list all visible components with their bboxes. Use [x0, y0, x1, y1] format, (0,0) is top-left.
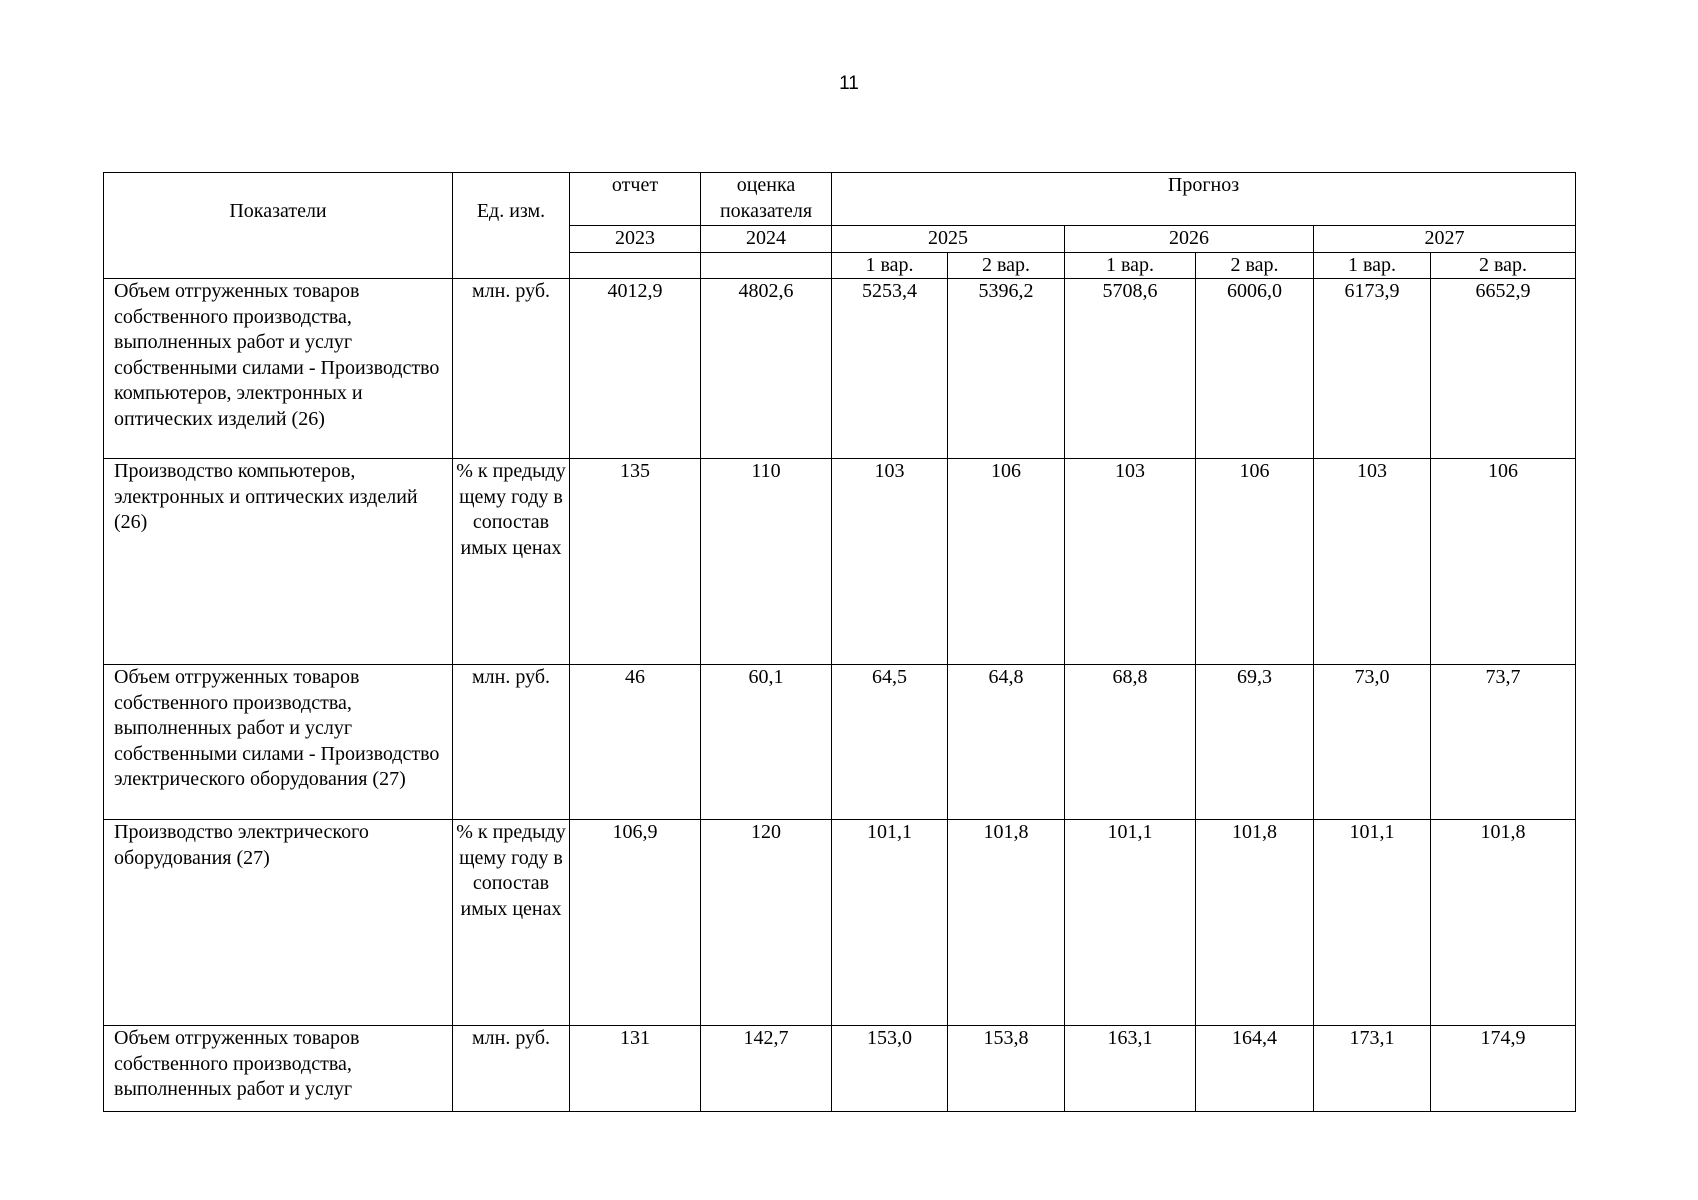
header-forecast: Прогноз — [832, 173, 1576, 226]
value-2026-var1: 163,1 — [1065, 1026, 1196, 1112]
value-2027-var2: 174,9 — [1431, 1026, 1576, 1112]
value-2024: 4802,6 — [701, 279, 832, 459]
indicator-name: Производство электрического оборудования (27) — [104, 820, 453, 1026]
header-year-2023: 2023 — [570, 226, 701, 253]
value-2025-var1: 5253,4 — [832, 279, 948, 459]
table-row — [104, 665, 1576, 820]
value-2025-var2: 101,8 — [948, 820, 1065, 1026]
value-2026-var2: 106 — [1196, 459, 1314, 665]
indicator-name: Объем отгруженных товаров собственного производства, выполненных работ и услуг собственными силами - Производство электрического оборудования (27) — [104, 665, 453, 820]
value-2026-var2: 101,8 — [1196, 820, 1314, 1026]
value-2025-var1: 103 — [832, 459, 948, 665]
value-2027-var2: 106 — [1431, 459, 1576, 665]
value-2026-var1: 101,1 — [1065, 820, 1196, 1026]
value-2025-var1: 101,1 — [832, 820, 948, 1026]
value-2024: 60,1 — [701, 665, 832, 820]
table-row — [104, 459, 1576, 665]
value-2023: 4012,9 — [570, 279, 701, 459]
value-2026-var1: 103 — [1065, 459, 1196, 665]
header-estimate: оценка показателя — [701, 173, 832, 226]
unit-cell: % к предыду щему году в сопостав имых ценах — [453, 459, 570, 665]
value-2026-var2: 164,4 — [1196, 1026, 1314, 1112]
value-2027-var1: 73,0 — [1314, 665, 1431, 820]
value-2025-var2: 5396,2 — [948, 279, 1065, 459]
header-indicators: Показатели — [104, 173, 453, 279]
value-2027-var2: 101,8 — [1431, 820, 1576, 1026]
value-2025-var1: 153,0 — [832, 1026, 948, 1112]
value-2023: 46 — [570, 665, 701, 820]
indicator-name: Объем отгруженных товаров собственного производства, выполненных работ и услуг — [104, 1026, 453, 1112]
table-row — [104, 1026, 1576, 1112]
value-2027-var1: 101,1 — [1314, 820, 1431, 1026]
header-2025-var2: 2 вар. — [948, 252, 1065, 279]
header-year-2026: 2026 — [1065, 226, 1314, 253]
value-2027-var1: 173,1 — [1314, 1026, 1431, 1112]
page-number: 11 — [839, 73, 859, 94]
value-2023: 131 — [570, 1026, 701, 1112]
table-row — [104, 820, 1576, 1026]
header-blank-2023 — [570, 252, 701, 279]
table-row — [104, 279, 1576, 459]
value-2026-var1: 5708,6 — [1065, 279, 1196, 459]
header-report: отчет — [570, 173, 701, 226]
value-2024: 142,7 — [701, 1026, 832, 1112]
value-2024: 110 — [701, 459, 832, 665]
value-2025-var2: 153,8 — [948, 1026, 1065, 1112]
value-2027-var2: 73,7 — [1431, 665, 1576, 820]
unit-cell: млн. руб. — [453, 665, 570, 820]
value-2025-var2: 64,8 — [948, 665, 1065, 820]
value-2026-var2: 69,3 — [1196, 665, 1314, 820]
header-2025-var1: 1 вар. — [832, 252, 948, 279]
value-2026-var2: 6006,0 — [1196, 279, 1314, 459]
value-2027-var1: 6173,9 — [1314, 279, 1431, 459]
header-2027-var2: 2 вар. — [1431, 252, 1576, 279]
header-unit: Ед. изм. — [453, 173, 570, 279]
value-2027-var1: 103 — [1314, 459, 1431, 665]
indicator-name: Производство компьютеров, электронных и оптических изделий (26) — [104, 459, 453, 665]
forecast-table — [103, 172, 1576, 1112]
value-2025-var2: 106 — [948, 459, 1065, 665]
header-blank-2024 — [701, 252, 832, 279]
value-2023: 135 — [570, 459, 701, 665]
header-year-2027: 2027 — [1314, 226, 1576, 253]
value-2025-var1: 64,5 — [832, 665, 948, 820]
value-2027-var2: 6652,9 — [1431, 279, 1576, 459]
unit-cell: % к предыду щему году в сопостав имых ценах — [453, 820, 570, 1026]
value-2026-var1: 68,8 — [1065, 665, 1196, 820]
value-2023: 106,9 — [570, 820, 701, 1026]
unit-cell: млн. руб. — [453, 1026, 570, 1112]
header-2027-var1: 1 вар. — [1314, 252, 1431, 279]
unit-cell: млн. руб. — [453, 279, 570, 459]
header-2026-var1: 1 вар. — [1065, 252, 1196, 279]
header-year-2024: 2024 — [701, 226, 832, 253]
indicator-name: Объем отгруженных товаров собственного производства, выполненных работ и услуг собственными силами - Производство компьютеров, электронных и оптических изделий (26) — [104, 279, 453, 459]
value-2024: 120 — [701, 820, 832, 1026]
header-year-2025: 2025 — [832, 226, 1065, 253]
header-2026-var2: 2 вар. — [1196, 252, 1314, 279]
